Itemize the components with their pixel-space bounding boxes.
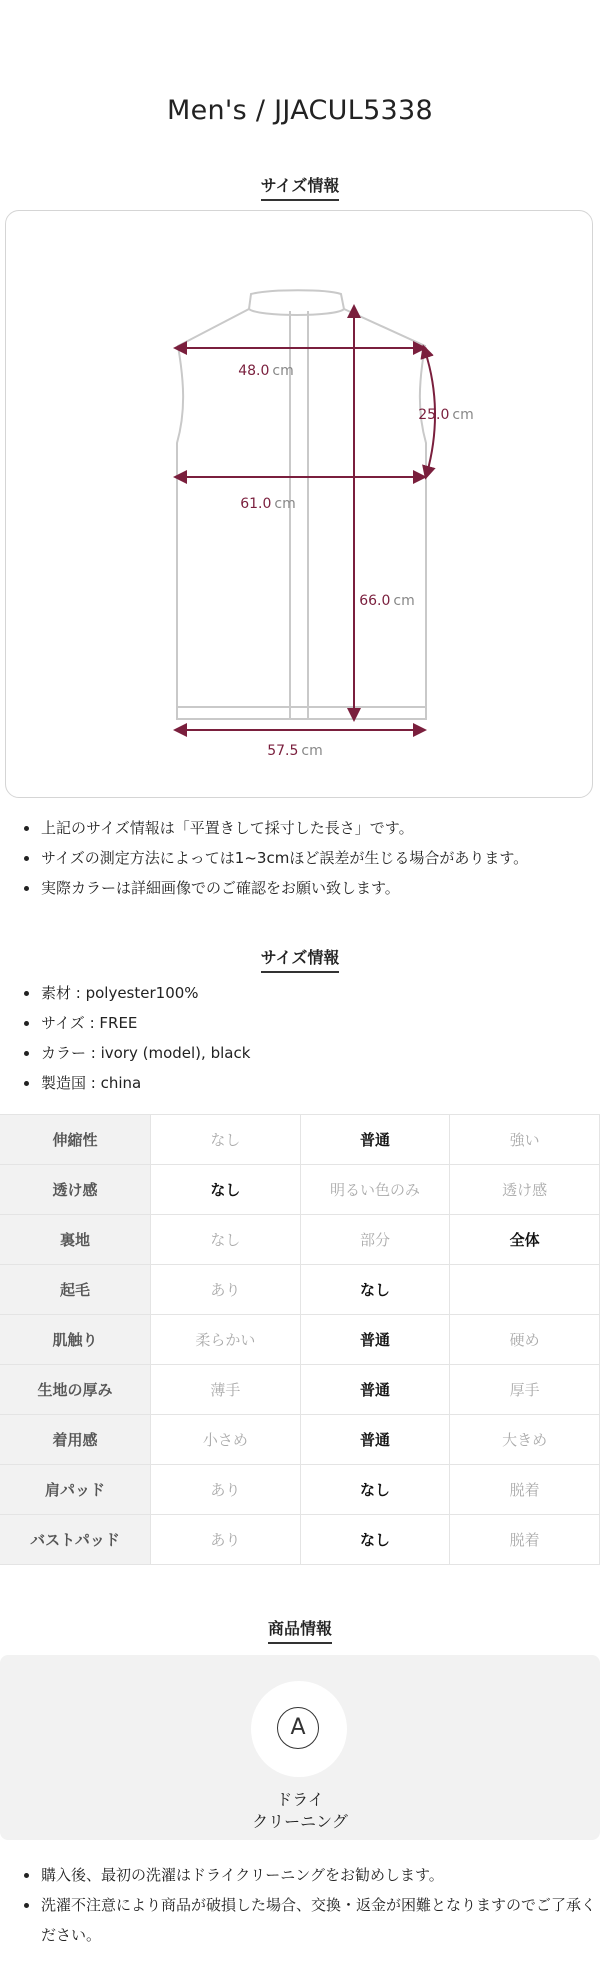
attribute-option: なし xyxy=(300,1465,450,1515)
attribute-option: なし xyxy=(300,1265,450,1315)
attribute-option: 普通 xyxy=(300,1415,450,1465)
vest-diagram xyxy=(6,211,594,799)
hem-width-measure: 57.5 cm xyxy=(267,743,323,759)
product-spec-list xyxy=(22,978,250,1098)
attribute-option: 全体 xyxy=(450,1215,600,1265)
vest-outline xyxy=(177,290,426,719)
list-item: 上記のサイズ情報は「平置きして採寸した長さ」です。 xyxy=(22,813,528,843)
table-row xyxy=(0,1115,600,1165)
size-diagram xyxy=(5,210,593,798)
table-row xyxy=(0,1415,600,1465)
care-label-line2: クリーニング xyxy=(252,1812,348,1831)
attribute-option xyxy=(450,1265,600,1315)
list-item: カラー : ivory (model), black xyxy=(22,1038,250,1068)
list-item: サイズの測定方法によっては1~3cmほど誤差が生じる場合があります。 xyxy=(22,843,528,873)
list-item: 素材 : polyester100% xyxy=(22,978,250,1008)
attribute-option: なし xyxy=(151,1115,301,1165)
attribute-label: 着用感 xyxy=(0,1415,151,1465)
table-row xyxy=(0,1215,600,1265)
table-row xyxy=(0,1265,600,1315)
shoulder-width-measure: 48.0 cm xyxy=(238,363,294,379)
attribute-option: なし xyxy=(151,1165,301,1215)
table-row xyxy=(0,1465,600,1515)
attribute-option: あり xyxy=(151,1515,301,1565)
size-notes xyxy=(22,813,528,903)
attribute-option: 柔らかい xyxy=(151,1315,301,1365)
list-item: 購入後、最初の洗濯はドライクリーニングをお勧めします。 xyxy=(22,1860,596,1890)
total-length-measure: 66.0 cm xyxy=(359,593,415,609)
care-notes xyxy=(22,1860,596,1950)
attribute-option: なし xyxy=(151,1215,301,1265)
attribute-option: 強い xyxy=(450,1115,600,1165)
attribute-option: 普通 xyxy=(300,1315,450,1365)
fabric-attribute-table xyxy=(0,1114,600,1565)
care-icon-circle xyxy=(251,1681,347,1777)
attribute-label: バストパッド xyxy=(0,1515,151,1565)
attribute-option: あり xyxy=(151,1265,301,1315)
list-item: 製造国 : china xyxy=(22,1068,250,1098)
info-section-heading: サイズ情報 xyxy=(0,945,600,973)
table-row xyxy=(0,1365,600,1415)
attribute-label: 透け感 xyxy=(0,1165,151,1215)
care-label-line1: ドライ xyxy=(276,1790,324,1809)
list-item: サイズ : FREE xyxy=(22,1008,250,1038)
attribute-option: 薄手 xyxy=(151,1365,301,1415)
care-instructions-panel xyxy=(0,1655,600,1840)
chest-width-measure: 61.0 cm xyxy=(240,496,296,512)
table-row xyxy=(0,1165,600,1215)
page-title: Men's / JJACUL5338 xyxy=(167,95,433,126)
attribute-option: 普通 xyxy=(300,1115,450,1165)
attribute-label: 肩パッド xyxy=(0,1465,151,1515)
attribute-option: なし xyxy=(300,1515,450,1565)
attribute-option: 普通 xyxy=(300,1365,450,1415)
attribute-option: 大きめ xyxy=(450,1415,600,1465)
armhole-measure: 25.0 cm xyxy=(418,407,474,423)
attribute-label: 裏地 xyxy=(0,1215,151,1265)
attribute-option: 硬め xyxy=(450,1315,600,1365)
list-item: 洗濯不注意により商品が破損した場合、交換・返金が困難となりますのでご了承ください。 xyxy=(22,1890,596,1950)
attribute-option: 厚手 xyxy=(450,1365,600,1415)
dry-clean-icon: A xyxy=(277,1707,319,1749)
attribute-option: あり xyxy=(151,1465,301,1515)
attribute-option: 部分 xyxy=(300,1215,450,1265)
attribute-label: 肌触り xyxy=(0,1315,151,1365)
attribute-label: 伸縮性 xyxy=(0,1115,151,1165)
attribute-option: 明るい色のみ xyxy=(300,1165,450,1215)
attribute-option: 透け感 xyxy=(450,1165,600,1215)
attribute-label: 生地の厚み xyxy=(0,1365,151,1415)
table-row xyxy=(0,1515,600,1565)
attribute-option: 小さめ xyxy=(151,1415,301,1465)
attribute-option: 脱着 xyxy=(450,1515,600,1565)
size-section-heading: サイズ情報 xyxy=(0,173,600,201)
product-section-heading: 商品情報 xyxy=(0,1616,600,1644)
attribute-label: 起毛 xyxy=(0,1265,151,1315)
attribute-option: 脱着 xyxy=(450,1465,600,1515)
list-item: 実際カラーは詳細画像でのご確認をお願い致します。 xyxy=(22,873,528,903)
table-row xyxy=(0,1315,600,1365)
